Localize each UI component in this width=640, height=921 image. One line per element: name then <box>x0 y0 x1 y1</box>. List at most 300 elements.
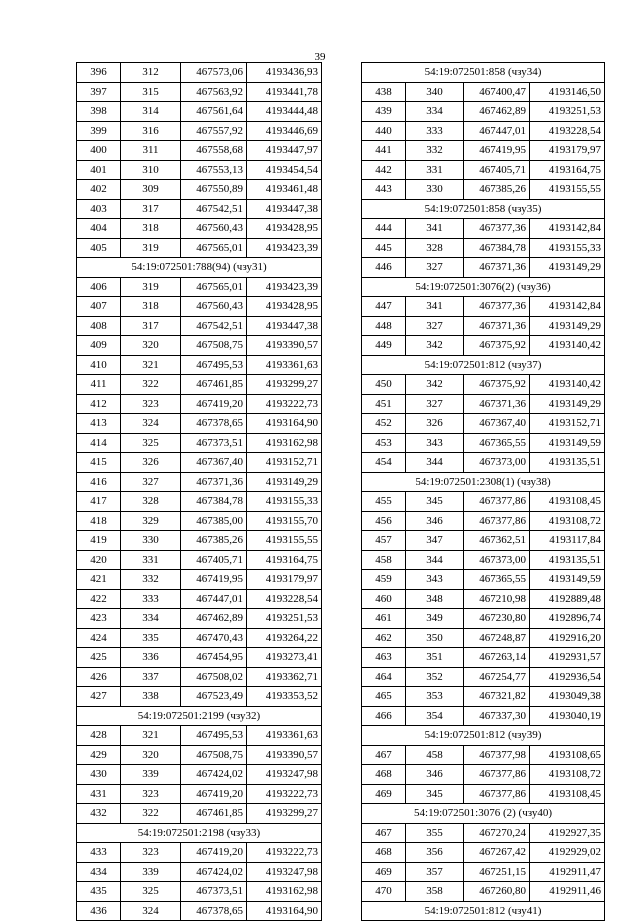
row-number: 440 <box>362 121 406 141</box>
y-coordinate: 4193390,57 <box>247 336 322 356</box>
x-coordinate: 467557,92 <box>181 121 247 141</box>
y-coordinate: 4192931,57 <box>530 648 605 668</box>
table-row <box>362 648 605 668</box>
section-header-row <box>77 706 322 726</box>
x-coordinate: 467523,49 <box>181 687 247 707</box>
point-number: 336 <box>121 648 181 668</box>
section-header-row <box>77 823 322 843</box>
x-coordinate: 467470,43 <box>181 628 247 648</box>
x-coordinate: 467419,95 <box>181 570 247 590</box>
row-number: 470 <box>362 882 406 902</box>
row-number: 428 <box>77 726 121 746</box>
row-number: 396 <box>77 63 121 83</box>
y-coordinate: 4193247,98 <box>247 765 322 785</box>
row-number: 416 <box>77 472 121 492</box>
row-number: 454 <box>362 453 406 473</box>
point-number: 348 <box>406 589 464 609</box>
table-row <box>362 336 605 356</box>
y-coordinate: 4192927,35 <box>530 823 605 843</box>
y-coordinate: 4193164,90 <box>247 901 322 921</box>
x-coordinate: 467495,53 <box>181 355 247 375</box>
y-coordinate: 4193149,29 <box>247 472 322 492</box>
x-coordinate: 467550,89 <box>181 180 247 200</box>
row-number: 447 <box>362 297 406 317</box>
row-number: 406 <box>77 277 121 297</box>
row-number: 452 <box>362 414 406 434</box>
table-row <box>362 238 605 258</box>
row-number: 453 <box>362 433 406 453</box>
x-coordinate: 467553,13 <box>181 160 247 180</box>
table-row <box>77 628 322 648</box>
point-number: 351 <box>406 648 464 668</box>
row-number: 400 <box>77 141 121 161</box>
row-number: 435 <box>77 882 121 902</box>
section-header-row <box>362 63 605 83</box>
x-coordinate: 467377,86 <box>464 784 530 804</box>
row-number: 429 <box>77 745 121 765</box>
x-coordinate: 467371,36 <box>181 472 247 492</box>
row-number: 455 <box>362 492 406 512</box>
table-row <box>362 414 605 434</box>
point-number: 356 <box>406 843 464 863</box>
table-row <box>362 511 605 531</box>
y-coordinate: 4193264,22 <box>247 628 322 648</box>
table-row <box>77 199 322 219</box>
x-coordinate: 467254,77 <box>464 667 530 687</box>
x-coordinate: 467337,30 <box>464 706 530 726</box>
y-coordinate: 4193447,97 <box>247 141 322 161</box>
y-coordinate: 4193142,84 <box>530 219 605 239</box>
x-coordinate: 467419,20 <box>181 394 247 414</box>
y-coordinate: 4193423,39 <box>247 238 322 258</box>
row-number: 444 <box>362 219 406 239</box>
row-number: 459 <box>362 570 406 590</box>
row-number: 413 <box>77 414 121 434</box>
row-number: 468 <box>362 765 406 785</box>
section-title: 54:19:072501:3076 (2) (чзу40) <box>362 804 605 824</box>
x-coordinate: 467260,80 <box>464 882 530 902</box>
row-number: 423 <box>77 609 121 629</box>
point-number: 323 <box>121 843 181 863</box>
table-row <box>77 511 322 531</box>
point-number: 349 <box>406 609 464 629</box>
x-coordinate: 467365,55 <box>464 570 530 590</box>
x-coordinate: 467378,65 <box>181 414 247 434</box>
row-number: 414 <box>77 433 121 453</box>
y-coordinate: 4193108,65 <box>530 745 605 765</box>
row-number: 461 <box>362 609 406 629</box>
y-coordinate: 4193108,72 <box>530 511 605 531</box>
y-coordinate: 4193273,41 <box>247 648 322 668</box>
x-coordinate: 467270,24 <box>464 823 530 843</box>
row-number: 422 <box>77 589 121 609</box>
y-coordinate: 4192916,20 <box>530 628 605 648</box>
point-number: 343 <box>406 433 464 453</box>
row-number: 419 <box>77 531 121 551</box>
point-number: 312 <box>121 63 181 83</box>
y-coordinate: 4192896,74 <box>530 609 605 629</box>
row-number: 408 <box>77 316 121 336</box>
point-number: 358 <box>406 882 464 902</box>
point-number: 310 <box>121 160 181 180</box>
x-coordinate: 467560,43 <box>181 219 247 239</box>
table-row <box>362 258 605 278</box>
x-coordinate: 467248,87 <box>464 628 530 648</box>
point-number: 326 <box>406 414 464 434</box>
y-coordinate: 4192936,54 <box>530 667 605 687</box>
row-number: 398 <box>77 102 121 122</box>
y-coordinate: 4193436,93 <box>247 63 322 83</box>
row-number: 460 <box>362 589 406 609</box>
table-row <box>77 609 322 629</box>
row-number: 432 <box>77 804 121 824</box>
table-row <box>362 706 605 726</box>
table-row <box>362 765 605 785</box>
table-row <box>362 862 605 882</box>
x-coordinate: 467373,51 <box>181 433 247 453</box>
y-coordinate: 4193390,57 <box>247 745 322 765</box>
y-coordinate: 4193155,33 <box>530 238 605 258</box>
table-row <box>77 414 322 434</box>
y-coordinate: 4193447,38 <box>247 199 322 219</box>
row-number: 463 <box>362 648 406 668</box>
point-number: 318 <box>121 219 181 239</box>
point-number: 326 <box>121 453 181 473</box>
point-number: 320 <box>121 336 181 356</box>
point-number: 331 <box>406 160 464 180</box>
row-number: 469 <box>362 784 406 804</box>
y-coordinate: 4193299,27 <box>247 375 322 395</box>
row-number: 467 <box>362 823 406 843</box>
y-coordinate: 4193179,97 <box>530 141 605 161</box>
table-row <box>77 453 322 473</box>
row-number: 417 <box>77 492 121 512</box>
y-coordinate: 4193428,95 <box>247 219 322 239</box>
row-number: 449 <box>362 336 406 356</box>
point-number: 343 <box>406 570 464 590</box>
x-coordinate: 467565,01 <box>181 238 247 258</box>
y-coordinate: 4193117,84 <box>530 531 605 551</box>
x-coordinate: 467210,98 <box>464 589 530 609</box>
row-number: 450 <box>362 375 406 395</box>
point-number: 320 <box>121 745 181 765</box>
y-coordinate: 4193040,19 <box>530 706 605 726</box>
row-number: 468 <box>362 843 406 863</box>
y-coordinate: 4193164,90 <box>247 414 322 434</box>
point-number: 334 <box>406 102 464 122</box>
y-coordinate: 4193049,38 <box>530 687 605 707</box>
table-row <box>362 843 605 863</box>
section-header-row <box>362 472 605 492</box>
row-number: 427 <box>77 687 121 707</box>
table-row <box>362 531 605 551</box>
row-number: 418 <box>77 511 121 531</box>
y-coordinate: 4193222,73 <box>247 784 322 804</box>
y-coordinate: 4193454,54 <box>247 160 322 180</box>
point-number: 316 <box>121 121 181 141</box>
row-number: 401 <box>77 160 121 180</box>
x-coordinate: 467365,55 <box>464 433 530 453</box>
row-number: 451 <box>362 394 406 414</box>
table-row <box>77 277 322 297</box>
point-number: 332 <box>406 141 464 161</box>
x-coordinate: 467508,75 <box>181 745 247 765</box>
point-number: 332 <box>121 570 181 590</box>
point-number: 325 <box>121 882 181 902</box>
point-number: 353 <box>406 687 464 707</box>
point-number: 311 <box>121 141 181 161</box>
y-coordinate: 4193361,63 <box>247 355 322 375</box>
table-row <box>77 589 322 609</box>
x-coordinate: 467385,00 <box>181 511 247 531</box>
x-coordinate: 467373,00 <box>464 453 530 473</box>
x-coordinate: 467542,51 <box>181 316 247 336</box>
point-number: 339 <box>121 862 181 882</box>
section-header-row <box>362 901 605 921</box>
x-coordinate: 467385,26 <box>464 180 530 200</box>
y-coordinate: 4193135,51 <box>530 453 605 473</box>
x-coordinate: 467400,47 <box>464 82 530 102</box>
table-row <box>362 102 605 122</box>
y-coordinate: 4193149,59 <box>530 570 605 590</box>
y-coordinate: 4193140,42 <box>530 375 605 395</box>
table-row <box>77 472 322 492</box>
section-title: 54:19:072501:812 (чзу39) <box>362 726 605 746</box>
point-number: 341 <box>406 219 464 239</box>
point-number: 330 <box>121 531 181 551</box>
x-coordinate: 467560,43 <box>181 297 247 317</box>
row-number: 441 <box>362 141 406 161</box>
table-row <box>362 297 605 317</box>
row-number: 436 <box>77 901 121 921</box>
point-number: 323 <box>121 394 181 414</box>
point-number: 458 <box>406 745 464 765</box>
point-number: 345 <box>406 784 464 804</box>
row-number: 465 <box>362 687 406 707</box>
point-number: 340 <box>406 82 464 102</box>
table-row <box>77 433 322 453</box>
section-header-row <box>362 804 605 824</box>
row-number: 407 <box>77 297 121 317</box>
y-coordinate: 4193149,29 <box>530 394 605 414</box>
y-coordinate: 4193155,55 <box>530 180 605 200</box>
table-row <box>77 667 322 687</box>
table-row <box>362 121 605 141</box>
x-coordinate: 467573,06 <box>181 63 247 83</box>
y-coordinate: 4193155,70 <box>247 511 322 531</box>
point-number: 327 <box>121 472 181 492</box>
x-coordinate: 467367,40 <box>181 453 247 473</box>
row-number: 467 <box>362 745 406 765</box>
row-number: 443 <box>362 180 406 200</box>
section-header-row <box>362 355 605 375</box>
row-number: 431 <box>77 784 121 804</box>
section-title: 54:19:072501:3076(2) (чзу36) <box>362 277 605 297</box>
table-row <box>362 141 605 161</box>
x-coordinate: 467462,89 <box>464 102 530 122</box>
row-number: 433 <box>77 843 121 863</box>
x-coordinate: 467424,02 <box>181 862 247 882</box>
table-row <box>362 589 605 609</box>
x-coordinate: 467462,89 <box>181 609 247 629</box>
row-number: 438 <box>362 82 406 102</box>
x-coordinate: 467424,02 <box>181 765 247 785</box>
point-number: 338 <box>121 687 181 707</box>
row-number: 448 <box>362 316 406 336</box>
point-number: 327 <box>406 316 464 336</box>
x-coordinate: 467371,36 <box>464 258 530 278</box>
x-coordinate: 467375,92 <box>464 375 530 395</box>
x-coordinate: 467230,80 <box>464 609 530 629</box>
section-title: 54:19:072501:812 (чзу41) <box>362 901 605 921</box>
table-row <box>77 336 322 356</box>
y-coordinate: 4193155,33 <box>247 492 322 512</box>
x-coordinate: 467371,36 <box>464 394 530 414</box>
y-coordinate: 4193179,97 <box>247 570 322 590</box>
section-header-row <box>362 726 605 746</box>
point-number: 341 <box>406 297 464 317</box>
point-number: 328 <box>406 238 464 258</box>
table-row <box>77 550 322 570</box>
y-coordinate: 4193149,59 <box>530 433 605 453</box>
point-number: 344 <box>406 453 464 473</box>
x-coordinate: 467419,95 <box>464 141 530 161</box>
y-coordinate: 4193222,73 <box>247 394 322 414</box>
x-coordinate: 467561,64 <box>181 102 247 122</box>
x-coordinate: 467377,86 <box>464 492 530 512</box>
point-number: 328 <box>121 492 181 512</box>
y-coordinate: 4192911,47 <box>530 862 605 882</box>
x-coordinate: 467461,85 <box>181 375 247 395</box>
point-number: 345 <box>406 492 464 512</box>
point-number: 325 <box>121 433 181 453</box>
row-number: 430 <box>77 765 121 785</box>
point-number: 321 <box>121 355 181 375</box>
point-number: 342 <box>406 375 464 395</box>
table-row <box>77 316 322 336</box>
y-coordinate: 4193428,95 <box>247 297 322 317</box>
point-number: 333 <box>406 121 464 141</box>
x-coordinate: 467565,01 <box>181 277 247 297</box>
point-number: 346 <box>406 765 464 785</box>
row-number: 445 <box>362 238 406 258</box>
table-row <box>77 784 322 804</box>
y-coordinate: 4193446,69 <box>247 121 322 141</box>
y-coordinate: 4193423,39 <box>247 277 322 297</box>
point-number: 315 <box>121 82 181 102</box>
row-number: 457 <box>362 531 406 551</box>
x-coordinate: 467267,42 <box>464 843 530 863</box>
table-row <box>77 121 322 141</box>
table-row <box>77 765 322 785</box>
y-coordinate: 4193164,75 <box>247 550 322 570</box>
table-row <box>362 160 605 180</box>
row-number: 458 <box>362 550 406 570</box>
row-number: 439 <box>362 102 406 122</box>
y-coordinate: 4193247,98 <box>247 862 322 882</box>
x-coordinate: 467447,01 <box>181 589 247 609</box>
x-coordinate: 467377,36 <box>464 219 530 239</box>
x-coordinate: 467542,51 <box>181 199 247 219</box>
table-row <box>77 745 322 765</box>
y-coordinate: 4193149,29 <box>530 258 605 278</box>
point-number: 337 <box>121 667 181 687</box>
x-coordinate: 467495,53 <box>181 726 247 746</box>
y-coordinate: 4193361,63 <box>247 726 322 746</box>
table-row <box>362 609 605 629</box>
y-coordinate: 4193140,42 <box>530 336 605 356</box>
row-number: 462 <box>362 628 406 648</box>
x-coordinate: 467378,65 <box>181 901 247 921</box>
x-coordinate: 467508,75 <box>181 336 247 356</box>
point-number: 317 <box>121 316 181 336</box>
row-number: 442 <box>362 160 406 180</box>
point-number: 350 <box>406 628 464 648</box>
coordinates-table-right <box>361 62 605 921</box>
point-number: 322 <box>121 375 181 395</box>
point-number: 352 <box>406 667 464 687</box>
x-coordinate: 467419,20 <box>181 843 247 863</box>
table-row <box>362 667 605 687</box>
y-coordinate: 4193353,52 <box>247 687 322 707</box>
table-row <box>77 648 322 668</box>
row-number: 469 <box>362 862 406 882</box>
table-row <box>77 102 322 122</box>
point-number: 329 <box>121 511 181 531</box>
section-header-row <box>362 277 605 297</box>
y-coordinate: 4193228,54 <box>530 121 605 141</box>
point-number: 318 <box>121 297 181 317</box>
point-number: 339 <box>121 765 181 785</box>
x-coordinate: 467251,15 <box>464 862 530 882</box>
row-number: 397 <box>77 82 121 102</box>
point-number: 355 <box>406 823 464 843</box>
table-row <box>77 843 322 863</box>
y-coordinate: 4192889,48 <box>530 589 605 609</box>
x-coordinate: 467454,95 <box>181 648 247 668</box>
y-coordinate: 4193251,53 <box>247 609 322 629</box>
point-number: 319 <box>121 277 181 297</box>
table-row <box>362 433 605 453</box>
point-number: 322 <box>121 804 181 824</box>
x-coordinate: 467367,40 <box>464 414 530 434</box>
table-row <box>77 394 322 414</box>
y-coordinate: 4193164,75 <box>530 160 605 180</box>
section-title: 54:19:072501:812 (чзу37) <box>362 355 605 375</box>
table-row <box>77 531 322 551</box>
left-table-body <box>77 63 322 921</box>
table-row <box>362 453 605 473</box>
x-coordinate: 467405,71 <box>181 550 247 570</box>
table-row <box>362 570 605 590</box>
y-coordinate: 4193362,71 <box>247 667 322 687</box>
point-number: 333 <box>121 589 181 609</box>
table-row <box>77 238 322 258</box>
table-row <box>77 141 322 161</box>
point-number: 324 <box>121 414 181 434</box>
y-coordinate: 4193162,98 <box>247 882 322 902</box>
section-title: 54:19:072501:788(94) (чзу31) <box>77 258 322 278</box>
y-coordinate: 4193108,72 <box>530 765 605 785</box>
row-number: 466 <box>362 706 406 726</box>
y-coordinate: 4192929,02 <box>530 843 605 863</box>
page-number: 39 <box>314 51 326 63</box>
point-number: 334 <box>121 609 181 629</box>
row-number: 421 <box>77 570 121 590</box>
x-coordinate: 467385,26 <box>181 531 247 551</box>
x-coordinate: 467384,78 <box>181 492 247 512</box>
point-number: 327 <box>406 258 464 278</box>
